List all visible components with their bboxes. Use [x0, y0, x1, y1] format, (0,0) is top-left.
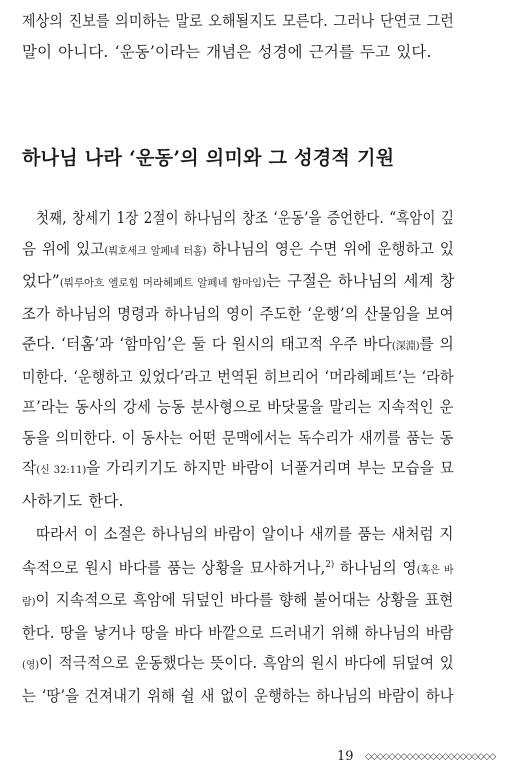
text-line: 사하기도 한다.: [22, 491, 124, 510]
body-paragraph-2: [22, 519, 454, 711]
intro-paragraph: [22, 6, 454, 67]
text-line: 작(신 32:11)을 가리키기도 하지만 바람이 너풀거리며 부는 모습을 묘: [22, 459, 455, 477]
text-line: 속적으로 원시 바다를 품는 상황을 묘사하거나,$^{2)}$ 하나님의 영(혹은 바: [22, 558, 454, 577]
text-line: 따라서 이 소절은 하나님의 바람이 알이나 새끼를 품는 새처럼 지: [36, 525, 454, 543]
text-line: 었다”(붜루아흐 엘로힘 머라헤페트 알페네 함마임)는 구절은 하나님의 세계 창: [22, 272, 455, 290]
parenthetical-note: (혹은 바: [416, 563, 454, 576]
text-line: 프’라는 동사의 강세 능동 분사형으로 바닷물을 말리는 지속적인 운: [22, 398, 454, 416]
transliteration-note: (붜루아흐 엘로힘 머라헤페트 알페네 함마임): [59, 277, 267, 289]
text-line: 람)이 지속적으로 흑암에 뒤덮인 바다를 향해 불어대는 상황을 표현: [22, 591, 454, 610]
text-line: 한다. 땅을 낳거나 땅을 바다 바깥으로 드러내기 위해 하나님의 바람: [22, 623, 454, 642]
transliteration-note: (붜호세크 알페네 터홈): [104, 244, 207, 257]
body-paragraph-1: [22, 203, 454, 516]
parenthetical-note: 람): [22, 596, 36, 609]
text-line: 동을 의미한다. 이 동사는 어떤 문맥에서는 독수리가 새끼를 품는 동: [22, 428, 454, 447]
footnote-marker: 2): [325, 559, 335, 570]
page-number: 19: [337, 749, 354, 764]
text-line: 말이 아니다. ‘운동’이라는 개념은 성경에 근거를 두고 있다.: [22, 42, 432, 61]
text-line: 미한다. ‘운행하고 있었다’라고 번역된 히브리어 ‘머라헤페트’는 ‘라하: [22, 367, 454, 386]
text-line: 음 위에 있고(붜호세크 알페네 터홈) 하나님의 영은 수면 위에 운행하고 있: [22, 239, 455, 258]
hanja-note: (深淵): [391, 340, 420, 352]
text-line: 첫째, 창세기 1장 2절이 하나님의 창조 ‘운동’을 증언한다. “흑암이 깊: [36, 209, 455, 227]
text-line: 조가 하나님의 명령과 하나님의 영이 주도한 ‘운행’의 산물임을 보여: [22, 304, 454, 323]
scripture-reference: (신 32:11): [36, 464, 87, 476]
text-line: 제상의 진보를 의미하는 말로 오해될지도 모른다. 그러나 단연코 그런: [22, 12, 454, 30]
text-line: 는 ‘땅’을 건져내기 위해 쉴 새 없이 운행하는 하나님의 바람이 하나: [22, 686, 454, 705]
text-line: (영)이 적극적으로 운동했다는 뜻이다. 흑암의 원시 바다에 뒤덮여 있: [22, 654, 454, 673]
text-line: 준다. ‘터홈’과 ‘함마임’은 둘 다 원시의 태고적 우주 바다(深淵)를 의: [22, 335, 454, 353]
section-heading: 하나님 나라 ‘운동’의 의미와 그 성경적 기원: [22, 147, 395, 169]
page-footer: [0, 747, 496, 767]
diamond-ornament: ◇◇◇◇◇◇◇◇◇◇◇◇◇◇◇◇◇◇◇◇◇◇: [365, 752, 496, 762]
parenthetical-note: (영): [22, 659, 40, 672]
